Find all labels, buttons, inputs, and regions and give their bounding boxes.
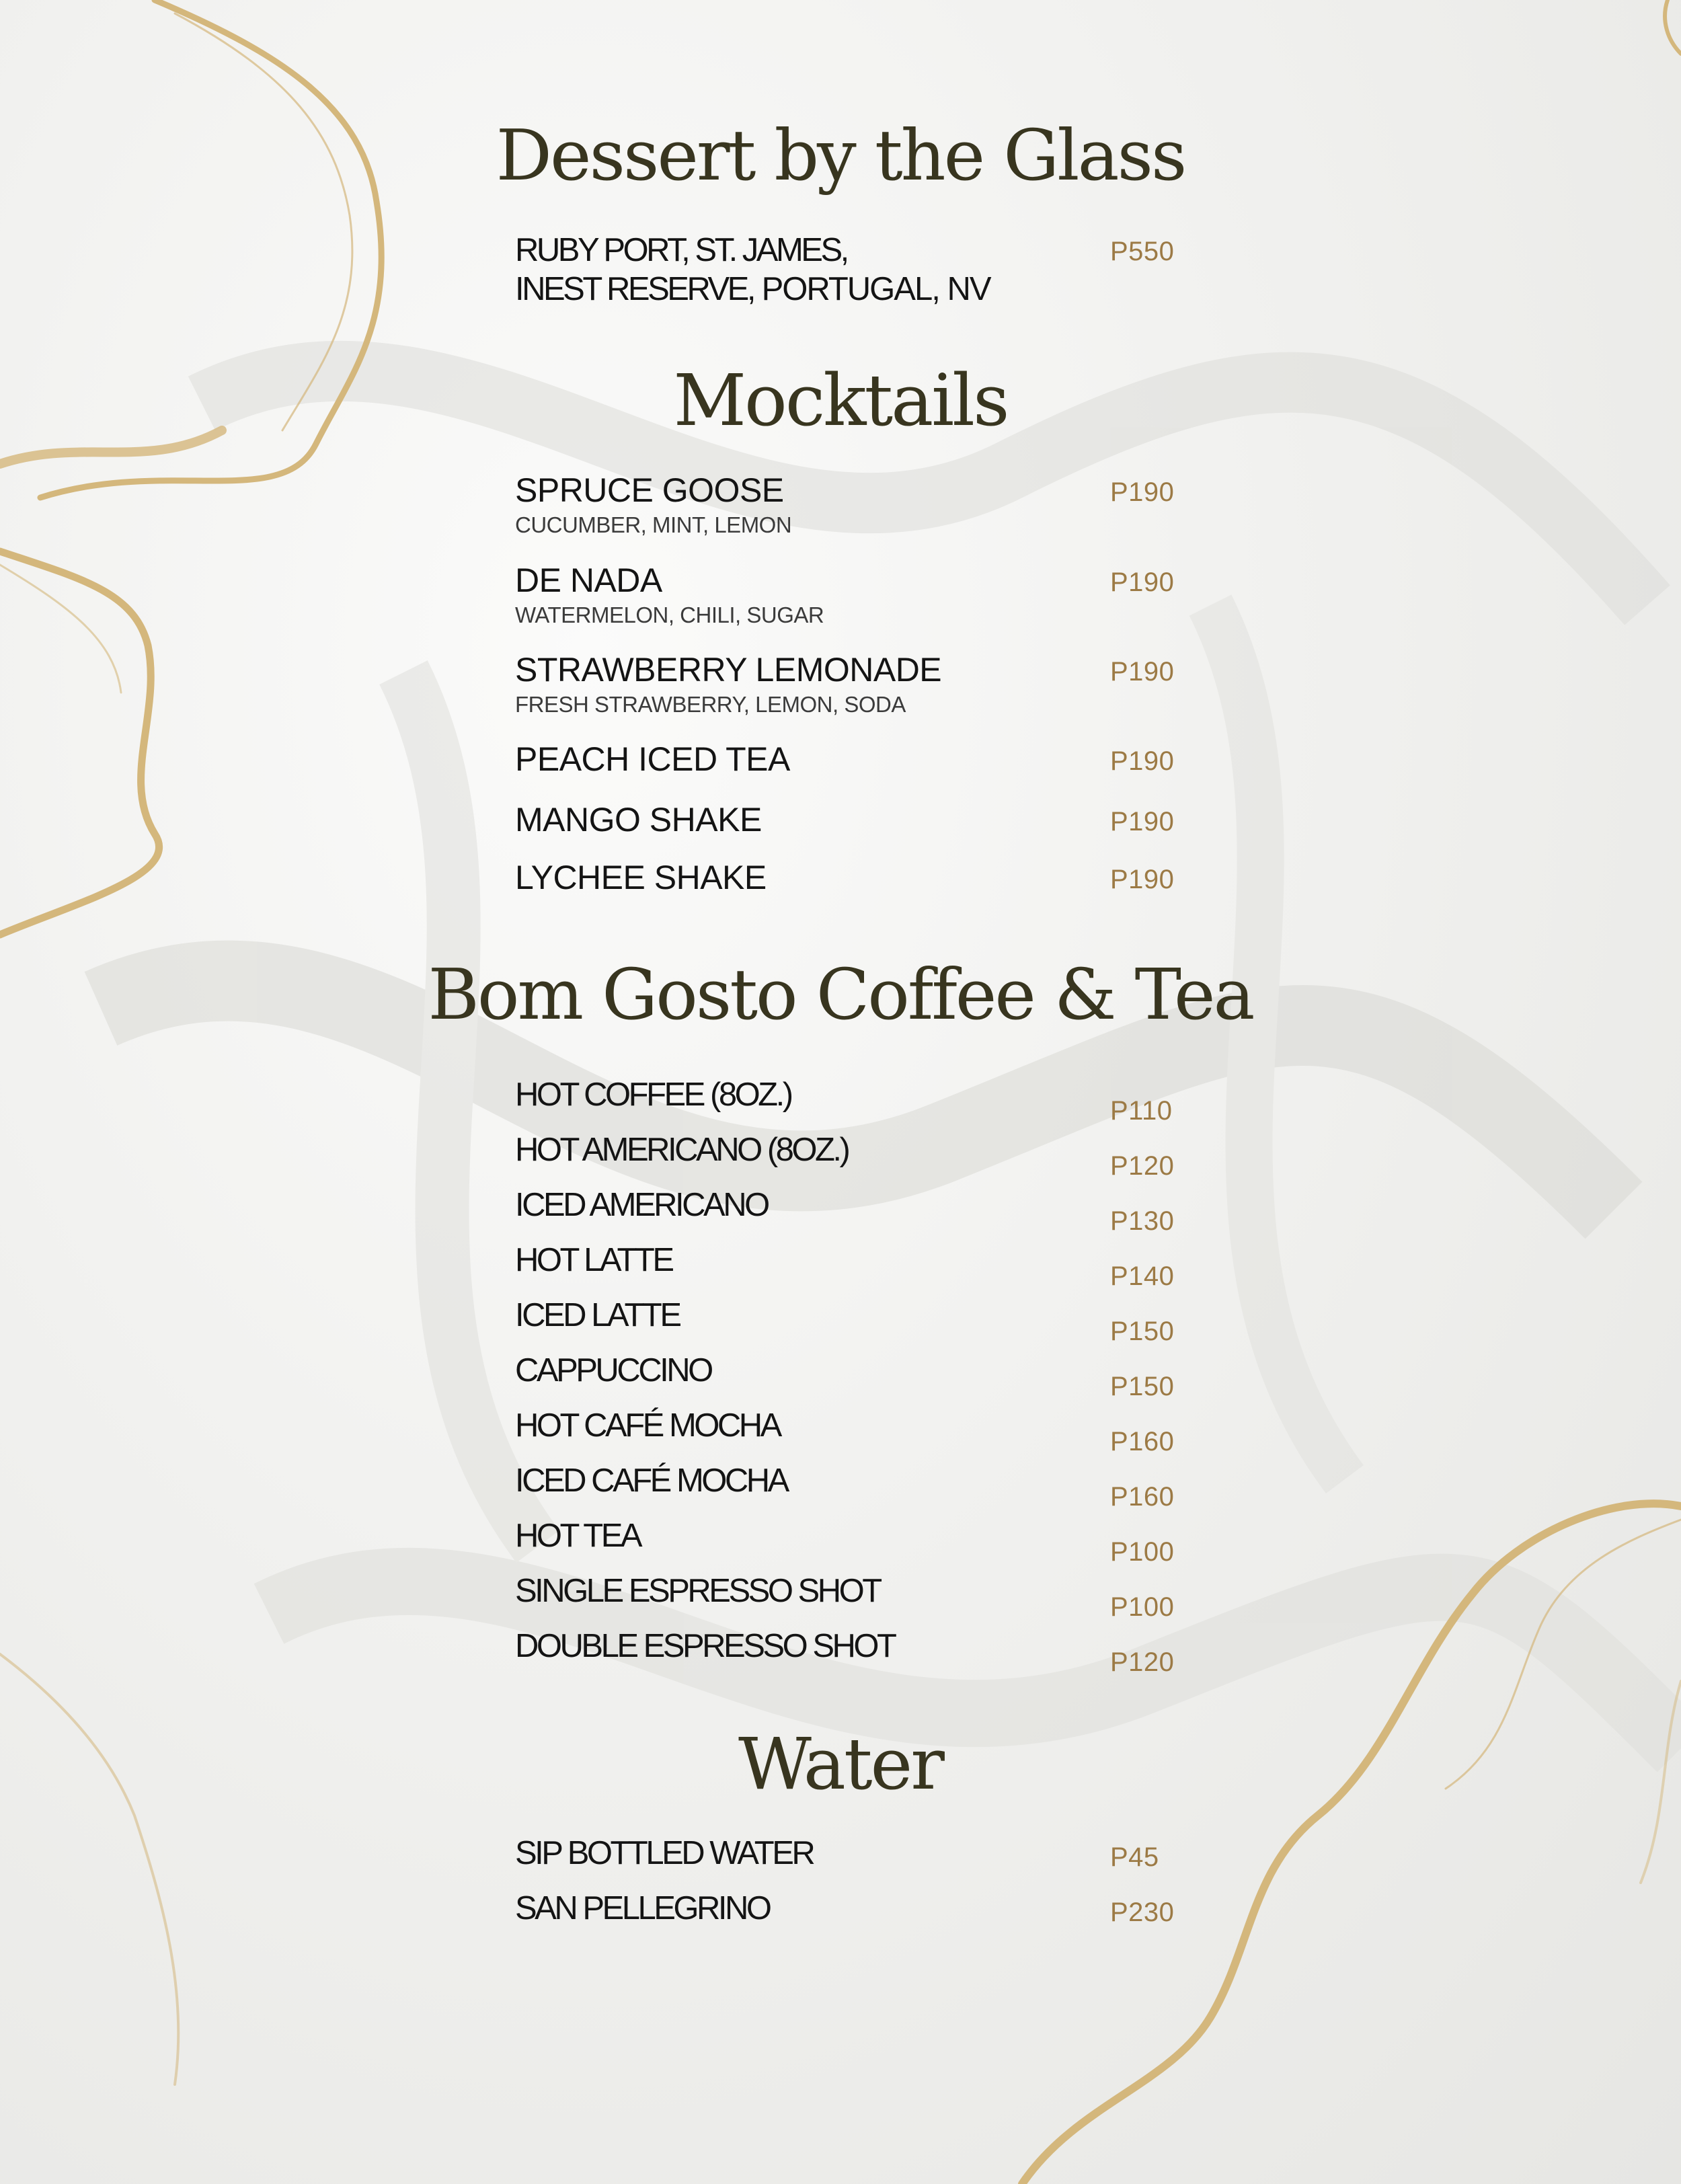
section-title-dessert: Dessert by the Glass bbox=[496, 114, 1185, 196]
item-price: P140 bbox=[1110, 1261, 1175, 1291]
item-price: P100 bbox=[1110, 1592, 1175, 1622]
item-price: P190 bbox=[1110, 807, 1175, 836]
item-price: P190 bbox=[1110, 657, 1175, 687]
item-description: CUCUMBER, MINT, LEMON bbox=[515, 512, 792, 537]
item-price: P120 bbox=[1110, 1151, 1175, 1181]
item-price: P230 bbox=[1110, 1898, 1175, 1927]
item-name: SIP BOTTLED WATER bbox=[515, 1835, 814, 1871]
item-price: P190 bbox=[1110, 865, 1175, 894]
item-price: P190 bbox=[1110, 746, 1175, 776]
item-name: HOT LATTE bbox=[515, 1242, 672, 1278]
item-name-rest: PORTUGAL, NV bbox=[753, 271, 990, 307]
item-name: RUBY PORT, ST. JAMES, bbox=[515, 232, 847, 268]
item-price: P130 bbox=[1110, 1206, 1175, 1236]
item-price: P100 bbox=[1110, 1537, 1175, 1567]
item-name: DOUBLE ESPRESSO SHOT bbox=[515, 1628, 895, 1664]
item-name: HOT CAFÉ MOCHA bbox=[515, 1407, 780, 1444]
item-name: DE NADA bbox=[515, 561, 662, 599]
section-title-mocktails: Mocktails bbox=[673, 359, 1008, 442]
item-name: SINGLE ESPRESSO SHOT bbox=[515, 1573, 880, 1609]
item-description: FRESH STRAWBERRY, LEMON, SODA bbox=[515, 692, 906, 717]
item-price: P550 bbox=[1110, 237, 1175, 266]
item-name: ICED AMERICANO bbox=[515, 1187, 768, 1223]
item-price: P150 bbox=[1110, 1372, 1175, 1401]
item-price: P45 bbox=[1110, 1842, 1159, 1872]
item-name: CAPPUCCINO bbox=[515, 1352, 711, 1389]
section-title-coffee-tea: Bom Gosto Coffee & Tea bbox=[428, 953, 1253, 1036]
item-name: LYCHEE SHAKE bbox=[515, 859, 767, 896]
item-name: HOT AMERICANO (8OZ.) bbox=[515, 1132, 849, 1168]
item-name-line2 bbox=[515, 270, 990, 308]
item-name: SAN PELLEGRINO bbox=[515, 1890, 770, 1926]
item-name: ICED LATTE bbox=[515, 1297, 680, 1333]
item-price: P160 bbox=[1110, 1427, 1175, 1456]
section-title-water: Water bbox=[738, 1723, 943, 1805]
item-price: P160 bbox=[1110, 1482, 1175, 1512]
item-name: MANGO SHAKE bbox=[515, 801, 762, 838]
item-price: P120 bbox=[1110, 1647, 1175, 1677]
item-price: P190 bbox=[1110, 568, 1175, 597]
item-name: PEACH ICED TEA bbox=[515, 740, 790, 778]
item-price: P150 bbox=[1110, 1317, 1175, 1346]
item-name: STRAWBERRY LEMONADE bbox=[515, 651, 942, 689]
item-name: SPRUCE GOOSE bbox=[515, 471, 784, 509]
item-name: HOT TEA bbox=[515, 1518, 641, 1554]
item-description: WATERMELON, CHILI, SUGAR bbox=[515, 602, 824, 627]
item-name: ICED CAFÉ MOCHA bbox=[515, 1462, 787, 1499]
item-name-bold: INEST RESERVE, bbox=[515, 271, 754, 307]
item-name: HOT COFFEE (8OZ.) bbox=[515, 1077, 791, 1113]
item-price: P190 bbox=[1110, 477, 1175, 507]
item-price: P110 bbox=[1110, 1096, 1173, 1126]
